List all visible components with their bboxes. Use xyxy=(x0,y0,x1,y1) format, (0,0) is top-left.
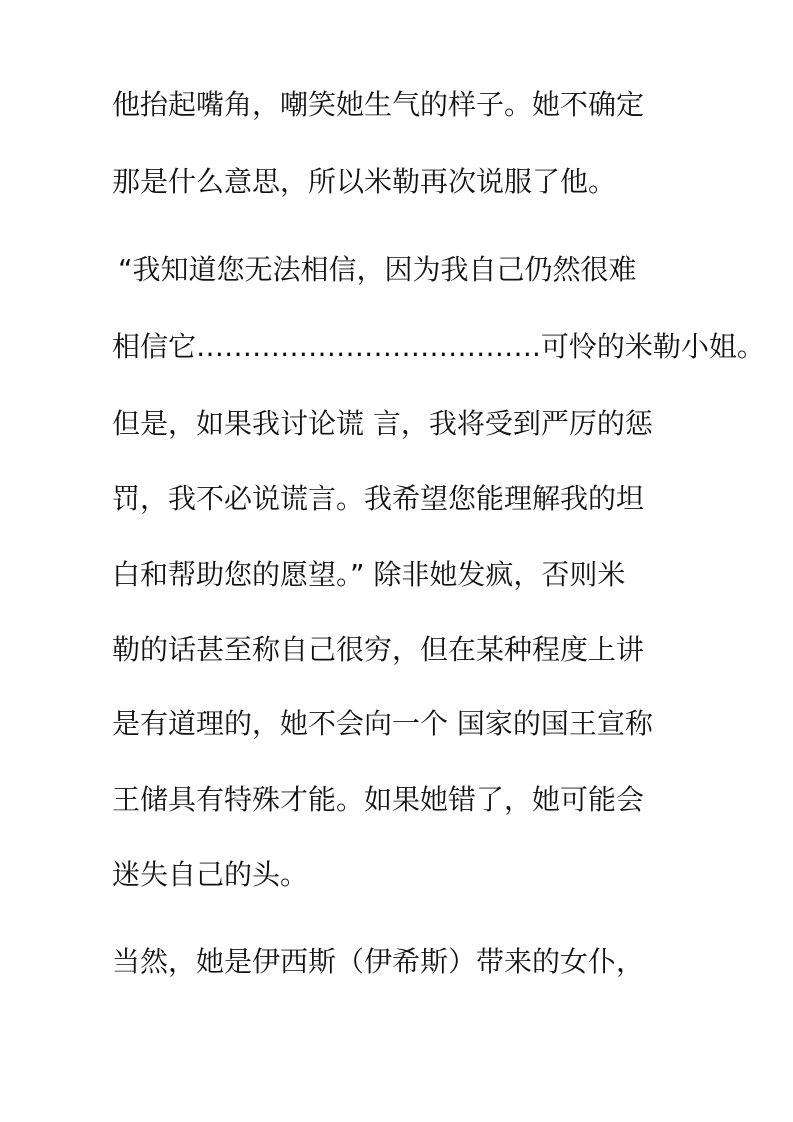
text-line: 相信它……………………………….可怜的米勒小姐。 xyxy=(112,330,765,363)
text-line: 罚，我不必说谎言。我希望您能理解我的坦 xyxy=(112,482,645,515)
text-line: 当然，她是伊西斯（伊希斯）带来的女仆， xyxy=(112,945,645,978)
text-line: 他抬起嘴角，嘲笑她生气的样子。她不确定 xyxy=(112,88,645,121)
text-line: 但是，如果我讨论谎 言，我将受到严厉的惩 xyxy=(112,407,653,440)
text-line: 勒的话甚至称自己很穷，但在某种程度上讲 xyxy=(112,633,645,666)
text-line: 迷失自己的头。 xyxy=(112,858,309,891)
text-line: 那是什么意思，所以米勒再次说服了他。 xyxy=(112,165,617,198)
text-line: 是有道理的，她不会向一个 国家的国王宣称 xyxy=(112,707,653,740)
text-line: 白和帮助您的愿望。” 除非她发疯，否则米 xyxy=(112,558,626,591)
text-line: “我知道您无法相信，因为我自己仍然很难 xyxy=(118,253,637,286)
text-line: 王储具有特殊才能。如果她错了，她可能会 xyxy=(112,783,645,816)
